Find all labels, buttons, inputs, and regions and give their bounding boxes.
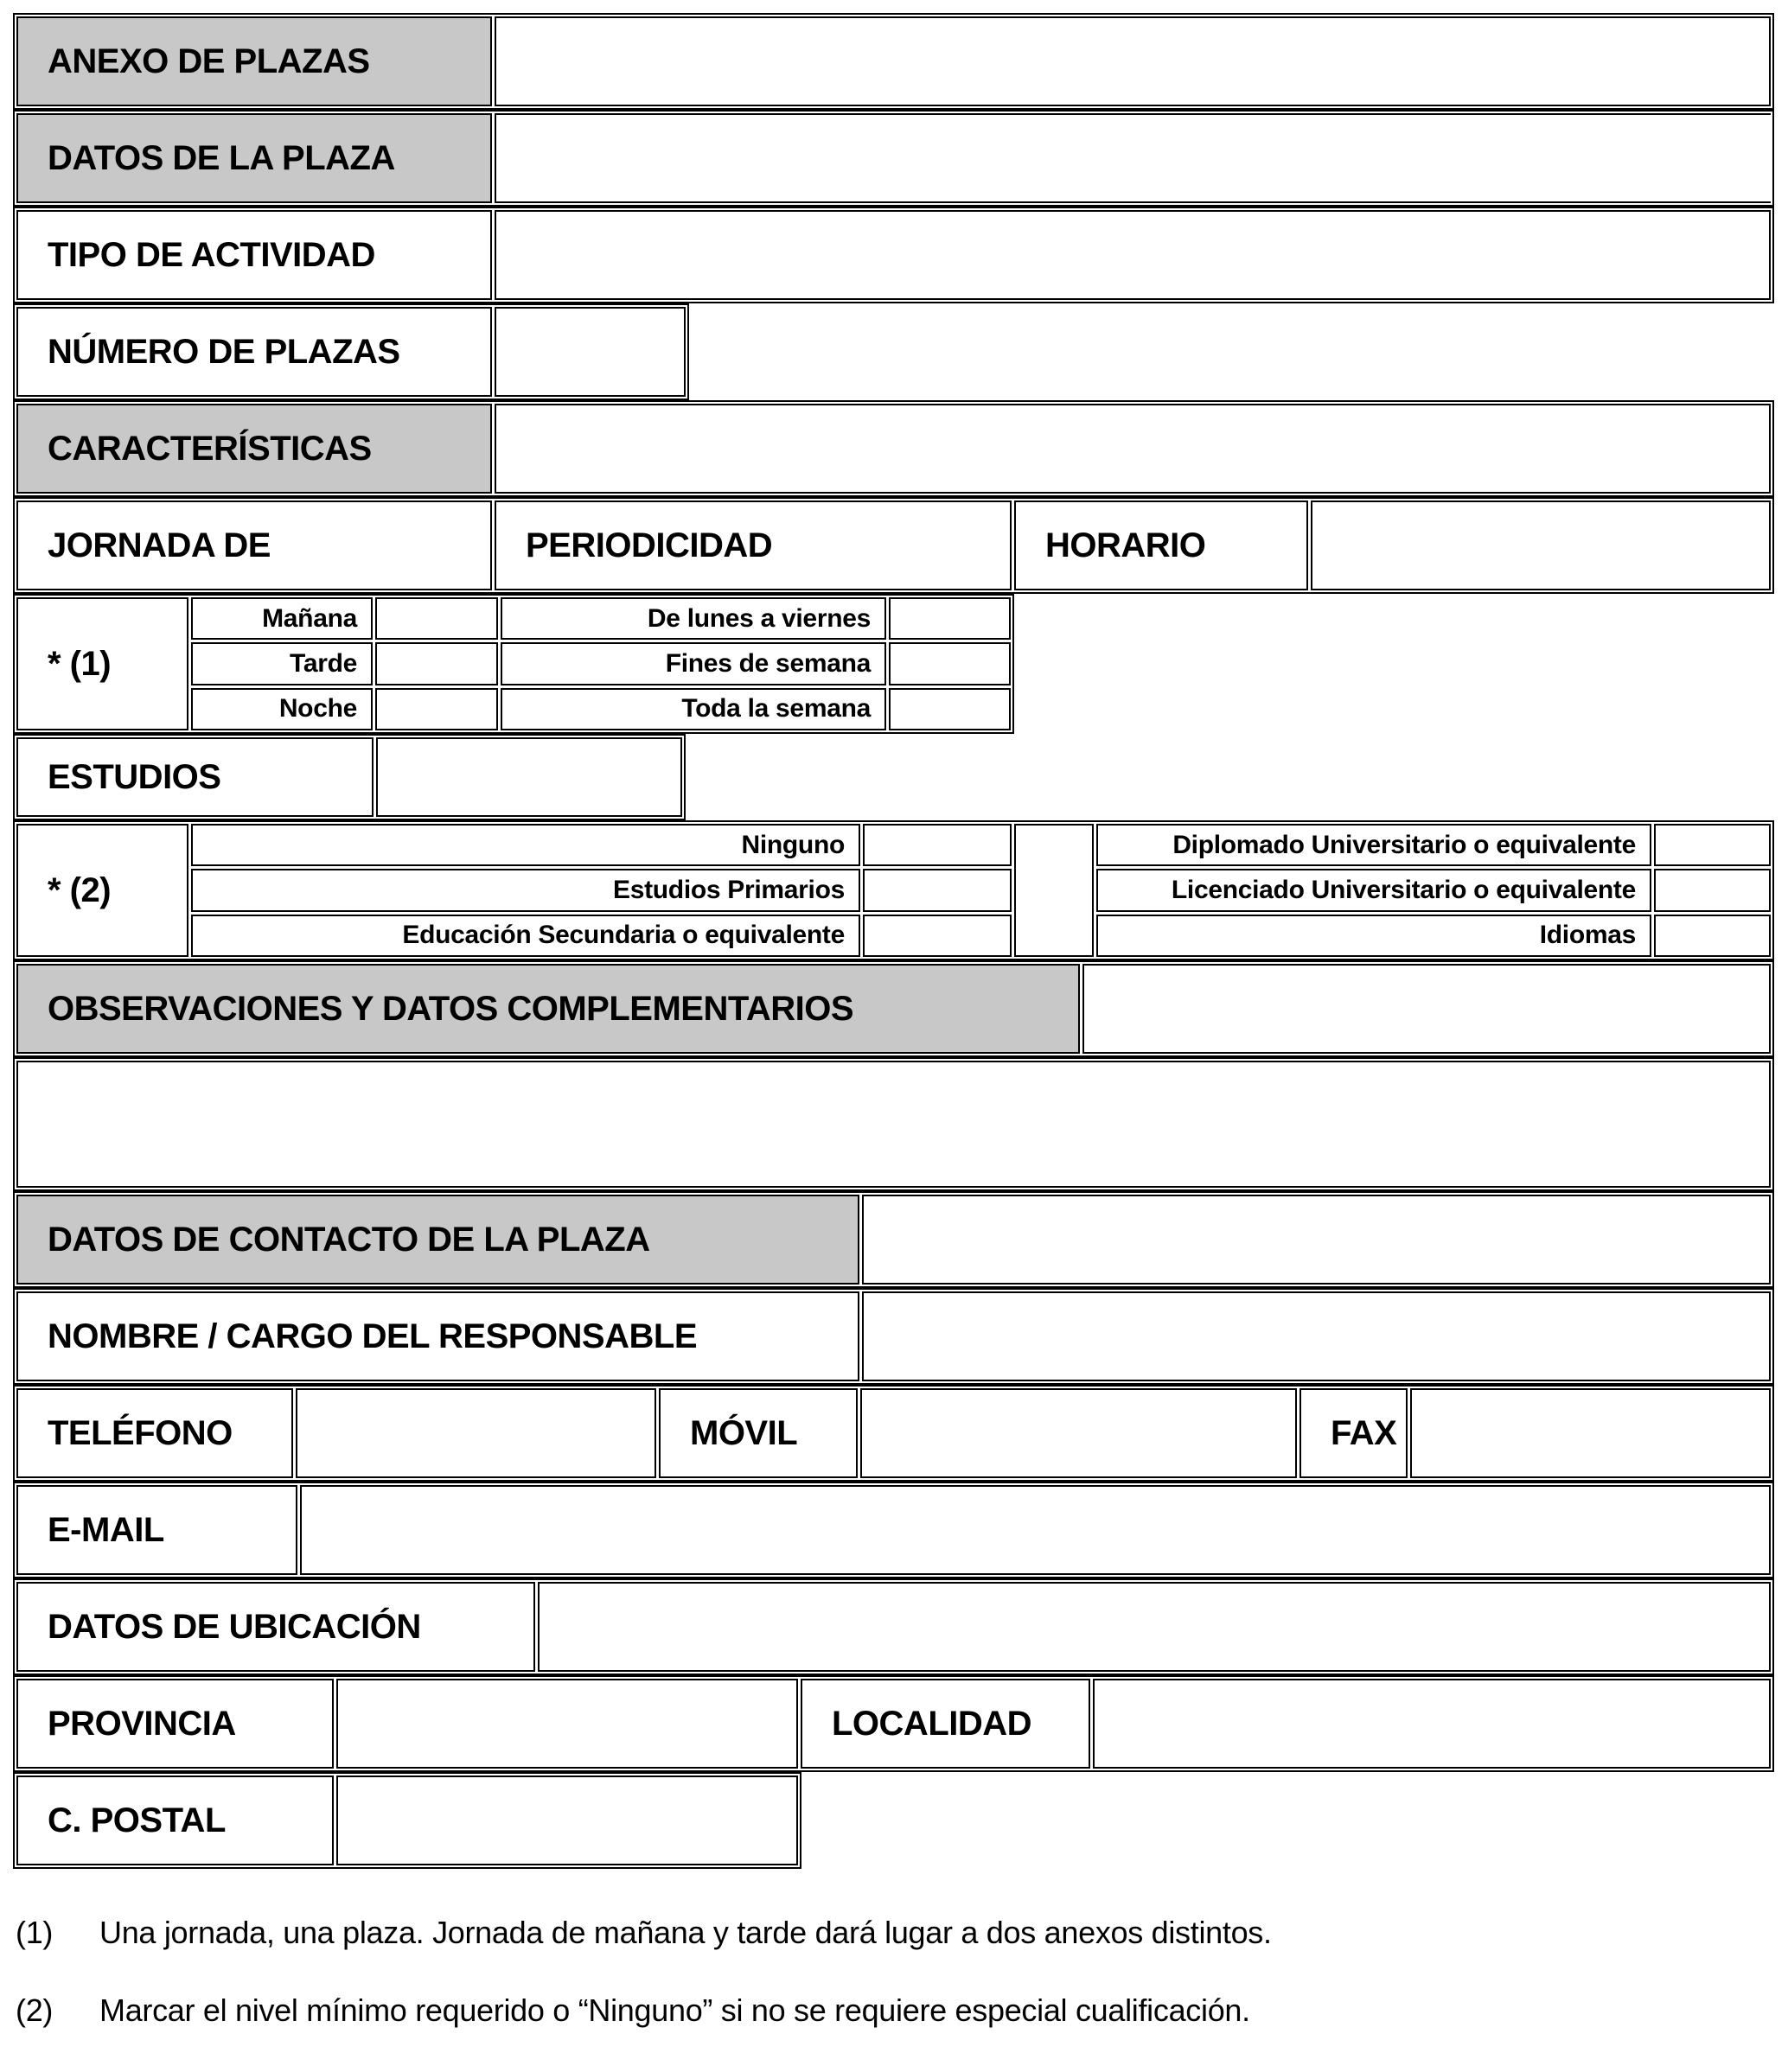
datos-ubicacion-filler-cell[interactable] xyxy=(538,1582,1771,1672)
estudios-spacer-cell xyxy=(1014,824,1094,957)
periodicidad-toda-semana-label: Toda la semana xyxy=(501,688,886,730)
periodicidad-label: PERIODICIDAD xyxy=(495,500,1012,590)
estudios-licenciado-label: Licenciado Universitario o equivalente xyxy=(1096,869,1651,911)
row-anexo-de-plazas xyxy=(13,13,1774,110)
tipo-de-actividad-label: TIPO DE ACTIVIDAD xyxy=(16,210,492,300)
jornada-manana-label: Mañana xyxy=(191,597,373,640)
footnote-2 xyxy=(16,1992,1771,2029)
jornada-options-column xyxy=(191,597,498,730)
row-datos-ubicacion xyxy=(13,1578,1774,1675)
datos-de-la-plaza-filler-cell[interactable] xyxy=(495,113,1771,203)
estudios-options-right-column xyxy=(1096,824,1771,957)
c-postal-label: C. POSTAL xyxy=(16,1776,334,1865)
fax-label: FAX xyxy=(1299,1388,1408,1478)
jornada-option-row xyxy=(191,688,498,730)
periodicidad-option-row xyxy=(501,688,1011,730)
row-jornada-options xyxy=(13,594,1014,734)
caracteristicas-header: CARACTERÍSTICAS xyxy=(16,404,492,494)
estudios-ninguno-checkbox-cell[interactable] xyxy=(863,824,1012,866)
email-label: E-MAIL xyxy=(16,1485,297,1575)
datos-ubicacion-label: DATOS DE UBICACIÓN xyxy=(16,1582,535,1672)
jornada-noche-checkbox-cell[interactable] xyxy=(375,688,498,730)
estudios-option-row xyxy=(191,824,1012,866)
footnote1-ref-cell: * (1) xyxy=(16,597,188,730)
jornada-tarde-checkbox-cell[interactable] xyxy=(375,642,498,685)
estudios-diplomado-label: Diplomado Universitario o equivalente xyxy=(1096,824,1651,866)
row-nombre-cargo xyxy=(13,1288,1774,1385)
estudios-licenciado-checkbox-cell[interactable] xyxy=(1654,869,1771,911)
footnote-1 xyxy=(16,1915,1771,1951)
estudios-idiomas-label: Idiomas xyxy=(1096,915,1651,957)
row-estudios xyxy=(13,734,686,820)
horario-input-cell[interactable] xyxy=(1311,500,1771,590)
anexo-de-plazas-header: ANEXO DE PLAZAS xyxy=(16,16,492,106)
email-input-cell[interactable] xyxy=(300,1485,1771,1575)
row-jornada-periodicidad-horario xyxy=(13,497,1774,594)
c-postal-input-cell[interactable] xyxy=(336,1776,798,1865)
localidad-input-cell[interactable] xyxy=(1093,1679,1771,1769)
row-tipo-de-actividad xyxy=(13,207,1774,303)
estudios-option-row xyxy=(1096,824,1771,866)
periodicidad-toda-semana-checkbox-cell[interactable] xyxy=(889,688,1011,730)
anexo-de-plazas-form xyxy=(13,13,1774,1869)
telefono-input-cell[interactable] xyxy=(296,1388,656,1478)
estudios-ninguno-label: Ninguno xyxy=(191,824,860,866)
provincia-input-cell[interactable] xyxy=(336,1679,798,1769)
row-codigo-postal xyxy=(13,1772,801,1869)
estudios-option-row xyxy=(191,915,1012,957)
observaciones-filler-cell[interactable] xyxy=(1082,964,1771,1054)
footnote2-ref-cell: * (2) xyxy=(16,824,188,957)
datos-de-la-plaza-header: DATOS DE LA PLAZA xyxy=(16,113,492,203)
estudios-option-row xyxy=(191,869,1012,911)
horario-label: HORARIO xyxy=(1014,500,1308,590)
telefono-label: TELÉFONO xyxy=(16,1388,293,1478)
estudios-options-left-column xyxy=(191,824,1012,957)
jornada-manana-checkbox-cell[interactable] xyxy=(375,597,498,640)
row-numero-de-plazas xyxy=(13,303,689,400)
row-observaciones-header xyxy=(13,960,1774,1057)
footnote-2-text: Marcar el nivel mínimo requerido o “Ninguno” si no se requiere especial cualificación. xyxy=(99,1992,1250,2028)
periodicidad-options-column xyxy=(501,597,1011,730)
estudios-idiomas-checkbox-cell[interactable] xyxy=(1654,915,1771,957)
periodicidad-fines-semana-label: Fines de semana xyxy=(501,642,886,685)
estudios-primarios-checkbox-cell[interactable] xyxy=(863,869,1012,911)
datos-contacto-header: DATOS DE CONTACTO DE LA PLAZA xyxy=(16,1195,859,1285)
numero-de-plazas-label: NÚMERO DE PLAZAS xyxy=(16,307,492,397)
estudios-secundaria-label: Educación Secundaria o equivalente xyxy=(191,915,860,957)
row-estudios-options xyxy=(13,820,1774,960)
estudios-secundaria-checkbox-cell[interactable] xyxy=(863,915,1012,957)
nombre-cargo-input-cell[interactable] xyxy=(862,1291,1771,1381)
row-email xyxy=(13,1482,1774,1578)
row-caracteristicas xyxy=(13,400,1774,497)
localidad-label: LOCALIDAD xyxy=(801,1679,1090,1769)
row-telefono-movil-fax xyxy=(13,1385,1774,1482)
periodicidad-option-row xyxy=(501,597,1011,640)
estudios-label: ESTUDIOS xyxy=(16,737,374,817)
estudios-option-row xyxy=(1096,915,1771,957)
footnotes xyxy=(16,1915,1771,2070)
caracteristicas-filler-cell[interactable] xyxy=(495,404,1771,494)
datos-contacto-filler-cell[interactable] xyxy=(862,1195,1771,1285)
periodicidad-lunes-viernes-checkbox-cell[interactable] xyxy=(889,597,1011,640)
tipo-de-actividad-input-cell[interactable] xyxy=(495,210,1771,300)
estudios-diplomado-checkbox-cell[interactable] xyxy=(1654,824,1771,866)
row-provincia-localidad xyxy=(13,1675,1774,1772)
periodicidad-fines-semana-checkbox-cell[interactable] xyxy=(889,642,1011,685)
periodicidad-option-row xyxy=(501,642,1011,685)
row-datos-de-la-plaza xyxy=(13,110,1774,207)
footnote-1-text: Una jornada, una plaza. Jornada de mañana y tarde dará lugar a dos anexos distintos. xyxy=(99,1915,1272,1950)
footnote-2-ref: (2) xyxy=(16,1992,54,2028)
anexo-de-plazas-value-cell[interactable] xyxy=(495,16,1771,106)
provincia-label: PROVINCIA xyxy=(16,1679,334,1769)
footnote-1-ref: (1) xyxy=(16,1915,54,1950)
row-datos-contacto xyxy=(13,1191,1774,1288)
estudios-filler-cell[interactable] xyxy=(376,737,682,817)
observaciones-input-area[interactable] xyxy=(16,1061,1771,1188)
jornada-tarde-label: Tarde xyxy=(191,642,373,685)
fax-input-cell[interactable] xyxy=(1410,1388,1771,1478)
estudios-option-row xyxy=(1096,869,1771,911)
observaciones-header: OBSERVACIONES Y DATOS COMPLEMENTARIOS xyxy=(16,964,1080,1054)
numero-de-plazas-input-cell[interactable] xyxy=(495,307,686,397)
movil-input-cell[interactable] xyxy=(860,1388,1297,1478)
periodicidad-lunes-viernes-label: De lunes a viernes xyxy=(501,597,886,640)
jornada-option-row xyxy=(191,597,498,640)
nombre-cargo-label: NOMBRE / CARGO DEL RESPONSABLE xyxy=(16,1291,859,1381)
movil-label: MÓVIL xyxy=(659,1388,858,1478)
estudios-primarios-label: Estudios Primarios xyxy=(191,869,860,911)
jornada-noche-label: Noche xyxy=(191,688,373,730)
row-observaciones-area xyxy=(13,1057,1774,1191)
jornada-option-row xyxy=(191,642,498,685)
jornada-de-label: JORNADA DE xyxy=(16,500,492,590)
